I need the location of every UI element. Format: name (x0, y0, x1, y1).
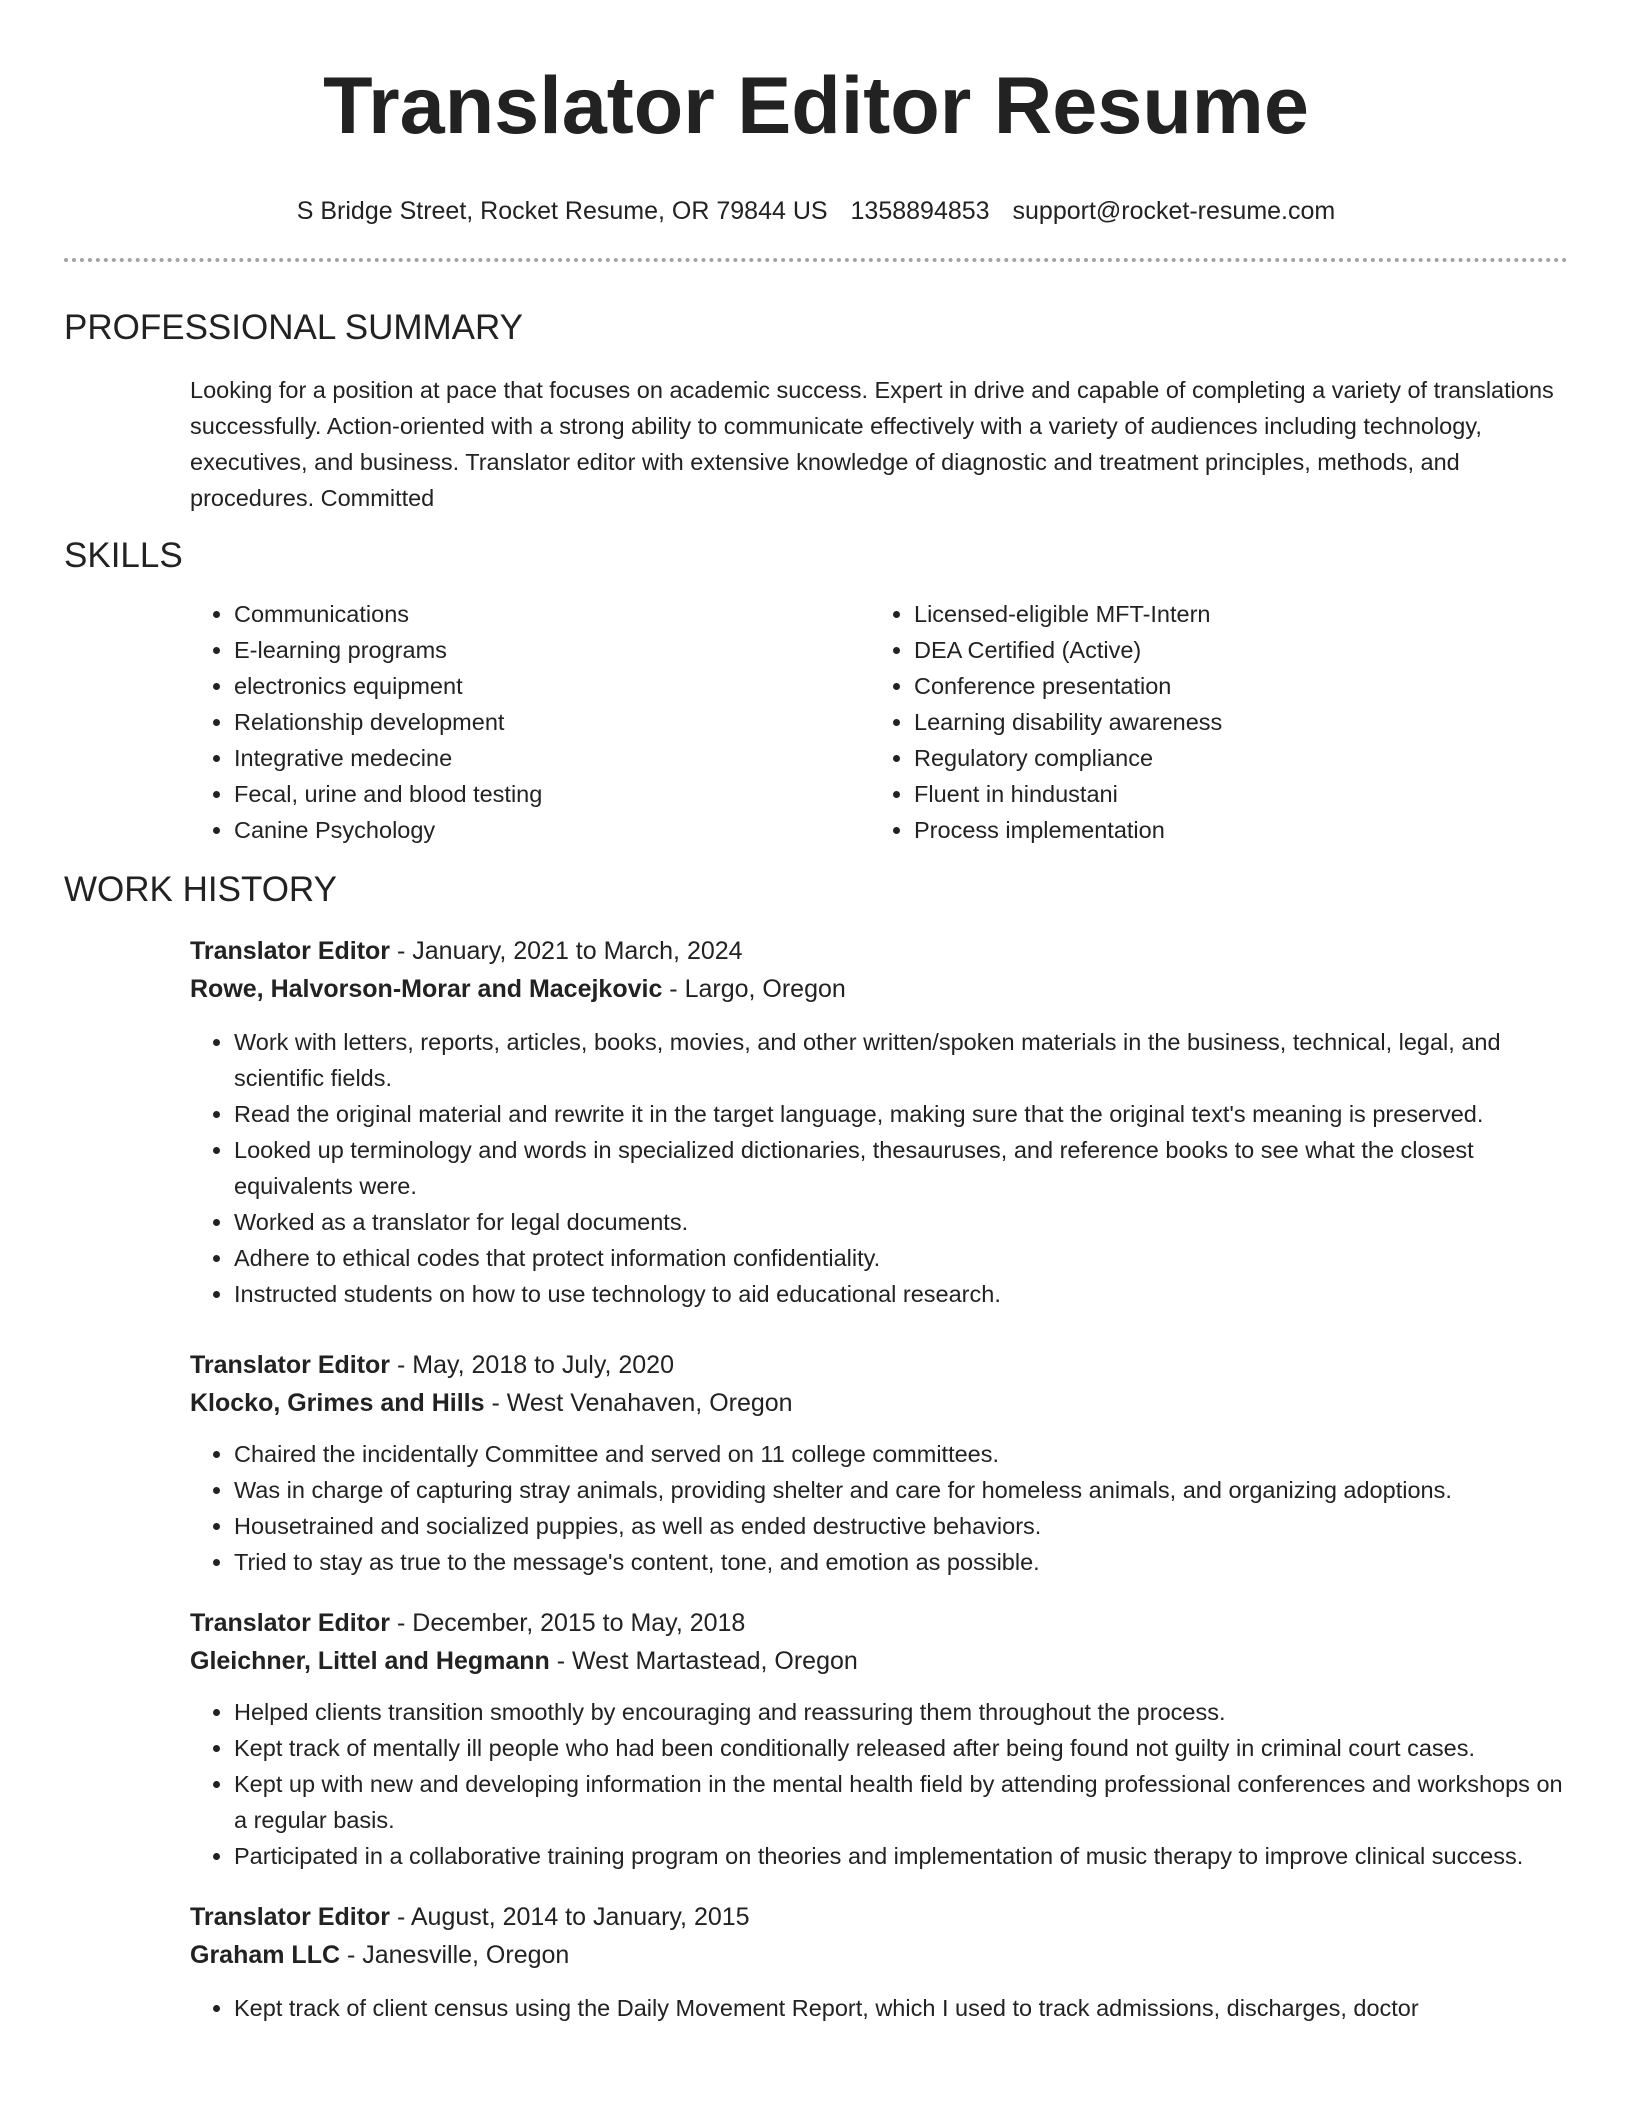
job-entry (190, 1604, 1568, 1874)
skills-heading: SKILLS (64, 536, 183, 575)
skills-column-left (190, 596, 870, 848)
work-history-heading: WORK HISTORY (64, 870, 337, 909)
job-title-line (190, 1346, 1568, 1384)
job-company-line (190, 970, 1568, 1008)
contact-phone: 1358894853 (850, 197, 990, 225)
job-company: Gleichner, Littel and Hegmann (190, 1647, 550, 1675)
skill-item: • E-learning programs (234, 632, 870, 668)
skills-list-left (190, 596, 870, 848)
skill-item: • Communications (234, 596, 870, 632)
job-bullet: • Housetrained and socialized puppies, as well as ended destructive behaviors. (234, 1508, 1568, 1544)
job-bullet: • Kept track of client census using the Daily Movement Report, which I used to track admissions, discharges, doctor (234, 1990, 1568, 2026)
job-location: - West Venahaven, Oregon (484, 1389, 793, 1417)
summary-heading: PROFESSIONAL SUMMARY (64, 308, 523, 347)
job-company-line (190, 1384, 1568, 1422)
job-title-line (190, 932, 1568, 970)
job-entry (190, 1898, 1568, 2026)
job-company-line (190, 1936, 1568, 1974)
job-location: - Janesville, Oregon (340, 1941, 570, 1969)
resume-page (64, 0, 1568, 2026)
skill-item: • Fluent in hindustani (914, 776, 1550, 812)
job-title-line (190, 1604, 1568, 1642)
skill-item: • Regulatory compliance (914, 740, 1550, 776)
job-bullet: • Read the original material and rewrite it in the target language, making sure that the original text's meaning is preserved. (234, 1096, 1568, 1132)
job-title: Translator Editor (190, 937, 391, 965)
summary-text: Looking for a position at pace that focuses on academic success. Expert in drive and capable of completing a variety of translations successfully. Action-oriented with a strong ability to communicate effectively with a variety of audiences including technology, executives, and business. Translator editor with extensive knowledge of diagnostic and treatment principles, methods, and procedures. Committed (190, 377, 1554, 511)
job-bullet: • Helped clients transition smoothly by encouraging and reassuring them throughout the process. (234, 1694, 1568, 1730)
job-bullet: • Kept up with new and developing information in the mental health field by attending professional conferences and workshops on a regular basis. (234, 1766, 1568, 1838)
skill-item: • Process implementation (914, 812, 1550, 848)
skills-list-right (870, 596, 1550, 848)
job-dates: - May, 2018 to July, 2020 (390, 1351, 674, 1379)
job-title: Translator Editor (190, 1609, 391, 1637)
job-bullet: • Instructed students on how to use technology to aid educational research. (234, 1276, 1568, 1312)
job-bullets (190, 1694, 1568, 1874)
skill-item: • Relationship development (234, 704, 870, 740)
job-company: Graham LLC (190, 1941, 341, 1969)
skill-item: • Conference presentation (914, 668, 1550, 704)
skill-item: • Fecal, urine and blood testing (234, 776, 870, 812)
job-bullet: • Adhere to ethical codes that protect information confidentiality. (234, 1240, 1568, 1276)
job-company: Klocko, Grimes and Hills (190, 1389, 485, 1417)
contact-address: S Bridge Street, Rocket Resume, OR 79844 US (296, 197, 828, 225)
job-bullet: • Work with letters, reports, articles, books, movies, and other written/spoken materials in the business, technical, legal, and scientific fields. (234, 1024, 1568, 1096)
job-entry (190, 1346, 1568, 1580)
job-company-line (190, 1642, 1568, 1680)
job-bullet: • Chaired the incidentally Committee and served on 11 college committees. (234, 1436, 1568, 1472)
job-title-line (190, 1898, 1568, 1936)
contact-email: support@rocket-resume.com (1012, 197, 1336, 225)
skill-item: • Licensed-eligible MFT-Intern (914, 596, 1550, 632)
skill-item: • DEA Certified (Active) (914, 632, 1550, 668)
job-dates: - January, 2021 to March, 2024 (390, 937, 743, 965)
header-divider (64, 258, 1568, 262)
job-location: - West Martastead, Oregon (549, 1647, 858, 1675)
job-company: Rowe, Halvorson-Morar and Macejkovic (190, 975, 663, 1003)
job-bullet: • Kept track of mentally ill people who had been conditionally released after being found not guilty in criminal court cases. (234, 1730, 1568, 1766)
summary-section (190, 372, 1568, 516)
skill-item: • electronics equipment (234, 668, 870, 704)
job-bullet: • Was in charge of capturing stray animals, providing shelter and care for homeless animals, and organizing adoptions. (234, 1472, 1568, 1508)
job-dates: - December, 2015 to May, 2018 (390, 1609, 746, 1637)
job-bullets (190, 1024, 1568, 1312)
skills-column-right (870, 596, 1550, 848)
job-location: - Largo, Oregon (662, 975, 846, 1003)
skill-item: • Integrative medecine (234, 740, 870, 776)
job-bullets (190, 1436, 1568, 1580)
contact-line (64, 194, 1568, 228)
job-bullet: • Looked up terminology and words in specialized dictionaries, thesauruses, and reference books to see what the closest equivalents were. (234, 1132, 1568, 1204)
job-bullets (190, 1990, 1568, 2026)
job-bullet: • Worked as a translator for legal documents. (234, 1204, 1568, 1240)
job-entry (190, 932, 1568, 1312)
skill-item: • Learning disability awareness (914, 704, 1550, 740)
job-title: Translator Editor (190, 1903, 391, 1931)
job-dates: - August, 2014 to January, 2015 (390, 1903, 750, 1931)
job-bullet: • Participated in a collaborative training program on theories and implementation of music therapy to improve clinical success. (234, 1838, 1568, 1874)
job-bullet: • Tried to stay as true to the message's content, tone, and emotion as possible. (234, 1544, 1568, 1580)
job-title: Translator Editor (190, 1351, 391, 1379)
resume-title: Translator Editor Resume (323, 61, 1309, 151)
skill-item: • Canine Psychology (234, 812, 870, 848)
skills-section (190, 596, 1568, 848)
